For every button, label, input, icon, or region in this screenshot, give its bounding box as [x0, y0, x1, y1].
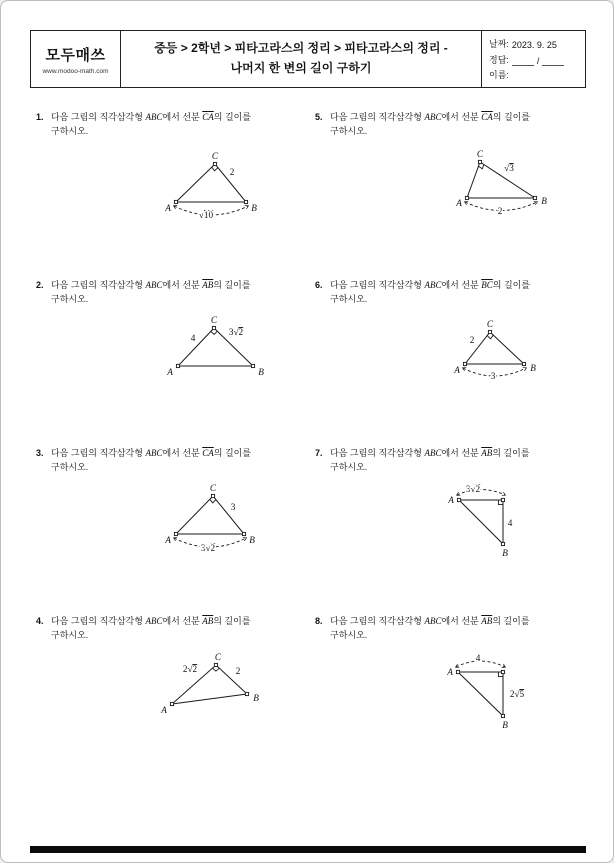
- score-blank-1: [512, 55, 534, 66]
- vertex-label-B: B: [541, 195, 547, 206]
- vertex-label-B: B: [258, 366, 264, 377]
- figure-svg-8: [417, 648, 587, 740]
- statement-line-1: [330, 111, 530, 125]
- vertex-label-A: A: [165, 534, 171, 545]
- figure-svg-2: [138, 312, 308, 404]
- segment-name: $\overline{AB}$: [202, 280, 214, 290]
- problem-text-row: [36, 615, 308, 643]
- right-angle-mark: [212, 167, 218, 171]
- triangle-name: ABC: [424, 448, 442, 458]
- problem-statement: [330, 279, 530, 307]
- side-length-label: 3√2: [228, 326, 244, 337]
- arc-length-label: √10: [198, 209, 214, 220]
- side-length-label: √3: [504, 162, 514, 173]
- vertex-label-C: C: [476, 148, 484, 159]
- arc-length-label: 4: [475, 652, 481, 663]
- name-row: [489, 68, 578, 81]
- side-length-label: 2: [235, 665, 241, 676]
- problem-1: [36, 111, 308, 236]
- vertex-marker: [244, 200, 247, 203]
- problem-statement: [330, 615, 530, 643]
- statement-line-1: [51, 447, 251, 461]
- problem-statement: [51, 615, 251, 643]
- problem-statement: [51, 447, 251, 475]
- problem-number: 2.: [36, 280, 44, 290]
- statement-line-2: 구하시오.: [330, 293, 368, 304]
- vertex-label-B: B: [530, 362, 536, 373]
- arc-length-label: 3√2: [465, 483, 481, 494]
- problem-text-row: [36, 111, 308, 139]
- side-length-label: 3: [230, 501, 236, 512]
- statement-line-2: 구하시오.: [51, 461, 89, 472]
- vertex-marker: [533, 196, 536, 199]
- side-length-label: 2: [229, 166, 235, 177]
- segment-name: $\overline{CA}$: [481, 112, 493, 122]
- problem-7: [315, 447, 587, 572]
- vertex-marker: [501, 670, 504, 673]
- problem-figure: [138, 648, 308, 740]
- problem-number: 7.: [315, 448, 323, 458]
- segment-name: $\overline{CA}$: [202, 112, 214, 122]
- problem-5: [315, 111, 587, 236]
- triangle-name: ABC: [424, 280, 442, 290]
- arc-length-label: 2: [497, 205, 503, 216]
- statement-line-1: [330, 279, 530, 293]
- vertex-label-B: B: [253, 692, 259, 703]
- problem-figure: [417, 312, 587, 404]
- vertex-marker: [211, 494, 214, 497]
- vertex-label-B: B: [251, 202, 257, 213]
- triangle-outline: [176, 164, 246, 202]
- vertex-marker: [463, 362, 466, 365]
- figure-svg-7: [417, 480, 587, 572]
- score-row: [489, 53, 578, 66]
- right-angle-mark: [210, 499, 216, 503]
- problem-6: [315, 279, 587, 404]
- vertex-marker: [242, 532, 245, 535]
- segment-name: $\overline{AB}$: [202, 616, 214, 626]
- statement-prefix: 다음 그림의 직각삼각형: [51, 616, 146, 626]
- info-panel: [482, 31, 585, 87]
- triangle-outline: [458, 672, 503, 716]
- vertex-marker: [213, 162, 216, 165]
- name-label: 이름:: [489, 70, 509, 80]
- segment-name: $\overline{CA}$: [202, 448, 214, 458]
- problem-figure: [138, 312, 308, 404]
- figure-svg-5: [417, 144, 587, 236]
- score-blank-2: [542, 55, 564, 66]
- problem-figure: [138, 144, 308, 236]
- date-value: 2023. 9. 25: [511, 40, 557, 50]
- vertex-marker: [501, 714, 504, 717]
- vertex-marker: [170, 702, 173, 705]
- score-label: 정답:: [489, 54, 509, 65]
- statement-prefix: 다음 그림의 직각삼각형: [330, 280, 425, 290]
- statement-prefix: 다음 그림의 직각삼각형: [330, 616, 425, 626]
- worksheet-title: [121, 31, 482, 87]
- vertex-label-A: A: [448, 494, 454, 505]
- statement-suffix: 의 길이를: [213, 448, 252, 458]
- title-line-1: 중등 > 2학년 > 피타고라스의 정리 > 피타고라스의 정리 -: [154, 41, 448, 56]
- statement-line-1: [51, 111, 251, 125]
- segment-name: $\overline{BC}$: [481, 280, 493, 290]
- vertex-marker: [251, 364, 254, 367]
- vertex-label-C: C: [214, 651, 222, 662]
- triangle-name: ABC: [424, 112, 442, 122]
- problem-number: 5.: [315, 112, 323, 122]
- vertex-label-C: C: [209, 482, 217, 493]
- vertex-label-A: A: [454, 364, 460, 375]
- vertex-label-A: A: [167, 366, 173, 377]
- arc-length-label: 3√2: [200, 542, 216, 553]
- right-angle-mark: [211, 331, 218, 334]
- vertex-marker: [501, 542, 504, 545]
- statement-middle: 에서 선분: [441, 280, 482, 290]
- problem-3: [36, 447, 308, 572]
- statement-middle: 에서 선분: [162, 616, 203, 626]
- vertex-marker: [245, 692, 248, 695]
- statement-middle: 에서 선분: [162, 448, 203, 458]
- measure-arc: [457, 489, 505, 495]
- statement-middle: 에서 선분: [162, 112, 203, 122]
- triangle-name: ABC: [145, 616, 163, 626]
- statement-suffix: 의 길이를: [492, 616, 530, 626]
- vertex-label-A: A: [456, 197, 462, 208]
- statement-middle: 에서 선분: [441, 448, 482, 458]
- vertex-label-C: C: [211, 150, 219, 161]
- problem-statement: [330, 447, 530, 475]
- statement-suffix: 의 길이를: [492, 448, 530, 458]
- problem-text-row: [315, 111, 587, 139]
- side-length-label: 4: [190, 332, 196, 343]
- statement-line-2: 구하시오.: [330, 461, 368, 472]
- logo: [31, 31, 121, 87]
- triangle-name: ABC: [424, 616, 442, 626]
- statement-prefix: 다음 그림의 직각삼각형: [51, 112, 146, 122]
- triangle-name: ABC: [145, 112, 163, 122]
- statement-line-1: [330, 615, 530, 629]
- worksheet-header: [30, 30, 586, 88]
- vertex-label-B: B: [249, 534, 255, 545]
- vertex-marker: [488, 330, 491, 333]
- problem-number: 6.: [315, 280, 323, 290]
- problem-text-row: [36, 279, 308, 307]
- vertex-marker: [465, 196, 468, 199]
- right-angle-mark: [487, 335, 493, 339]
- figure-svg-6: [417, 312, 587, 404]
- triangle-name: ABC: [145, 448, 163, 458]
- vertex-marker: [174, 532, 177, 535]
- problem-statement: [330, 111, 530, 139]
- problem-text-row: [315, 615, 587, 643]
- vertex-marker: [212, 326, 215, 329]
- segment-name: $\overline{AB}$: [481, 616, 493, 626]
- problem-text-row: [36, 447, 308, 475]
- side-length-label: 2√2: [182, 663, 198, 674]
- vertex-marker: [478, 160, 481, 163]
- title-line-2: 나머지 한 변의 길이 구하기: [230, 61, 372, 75]
- triangle-name: ABC: [145, 280, 163, 290]
- statement-prefix: 다음 그림의 직각삼각형: [330, 448, 425, 458]
- vertex-label-A: A: [447, 666, 453, 677]
- vertex-marker: [176, 364, 179, 367]
- triangle-outline: [459, 500, 503, 544]
- problem-statement: [51, 111, 251, 139]
- problem-number: 8.: [315, 616, 323, 626]
- logo-url: www.modoo-math.com: [42, 67, 109, 75]
- vertex-label-A: A: [161, 704, 167, 715]
- side-length-label: 2: [469, 334, 475, 345]
- vertex-marker: [456, 670, 459, 673]
- problem-8: [315, 615, 587, 740]
- problem-number: 1.: [36, 112, 44, 122]
- figure-svg-1: [138, 144, 308, 236]
- statement-middle: 에서 선분: [441, 112, 482, 122]
- problem-2: [36, 279, 308, 404]
- vertex-label-C: C: [210, 314, 218, 325]
- statement-middle: 에서 선분: [441, 616, 482, 626]
- figure-svg-4: [138, 648, 308, 740]
- problem-figure: [417, 648, 587, 740]
- statement-suffix: 의 길이를: [213, 280, 251, 290]
- right-angle-mark: [213, 668, 220, 671]
- side-length-label: 4: [507, 517, 513, 528]
- vertex-label-B: B: [502, 547, 508, 558]
- statement-line-2: 구하시오.: [51, 293, 89, 304]
- statement-suffix: 의 길이를: [492, 112, 531, 122]
- vertex-marker: [174, 200, 177, 203]
- problem-text-row: [315, 447, 587, 475]
- vertex-label-C: C: [486, 318, 494, 329]
- statement-line-1: [51, 279, 251, 293]
- problem-figure: [417, 144, 587, 236]
- vertex-marker: [457, 498, 460, 501]
- statement-line-1: [51, 615, 251, 629]
- statement-line-2: 구하시오.: [51, 629, 89, 640]
- vertex-marker: [214, 663, 217, 666]
- statement-suffix: 의 길이를: [213, 112, 252, 122]
- logo-title: 모두매쓰: [45, 46, 106, 64]
- statement-line-2: 구하시오.: [51, 125, 89, 136]
- vertex-label-A: A: [165, 202, 171, 213]
- segment-name: $\overline{AB}$: [481, 448, 493, 458]
- statement-line-2: 구하시오.: [330, 629, 368, 640]
- date-label: 날짜:: [489, 39, 509, 49]
- triangle-outline: [467, 162, 535, 198]
- statement-suffix: 의 길이를: [492, 280, 531, 290]
- arc-length-label: 3: [490, 370, 496, 381]
- problem-text-row: [315, 279, 587, 307]
- problem-figure: [138, 480, 308, 572]
- statement-middle: 에서 선분: [162, 280, 203, 290]
- problem-4: [36, 615, 308, 740]
- statement-prefix: 다음 그림의 직각삼각형: [51, 448, 146, 458]
- problem-number: 3.: [36, 448, 44, 458]
- statement-prefix: 다음 그림의 직각삼각형: [51, 280, 146, 290]
- statement-line-1: [330, 447, 530, 461]
- problem-figure: [417, 480, 587, 572]
- problem-statement: [51, 279, 251, 307]
- measure-arc: [456, 661, 505, 667]
- vertex-label-B: B: [502, 719, 508, 730]
- problem-number: 4.: [36, 616, 44, 626]
- score-divider: /: [536, 55, 540, 66]
- statement-line-2: 구하시오.: [330, 125, 368, 136]
- vertex-marker: [522, 362, 525, 365]
- vertex-marker: [501, 498, 504, 501]
- statement-prefix: 다음 그림의 직각삼각형: [330, 112, 425, 122]
- side-length-label: 2√5: [509, 688, 525, 699]
- date-row: [489, 37, 578, 50]
- figure-svg-3: [138, 480, 308, 572]
- footer-bar: [30, 846, 586, 853]
- statement-suffix: 의 길이를: [213, 616, 251, 626]
